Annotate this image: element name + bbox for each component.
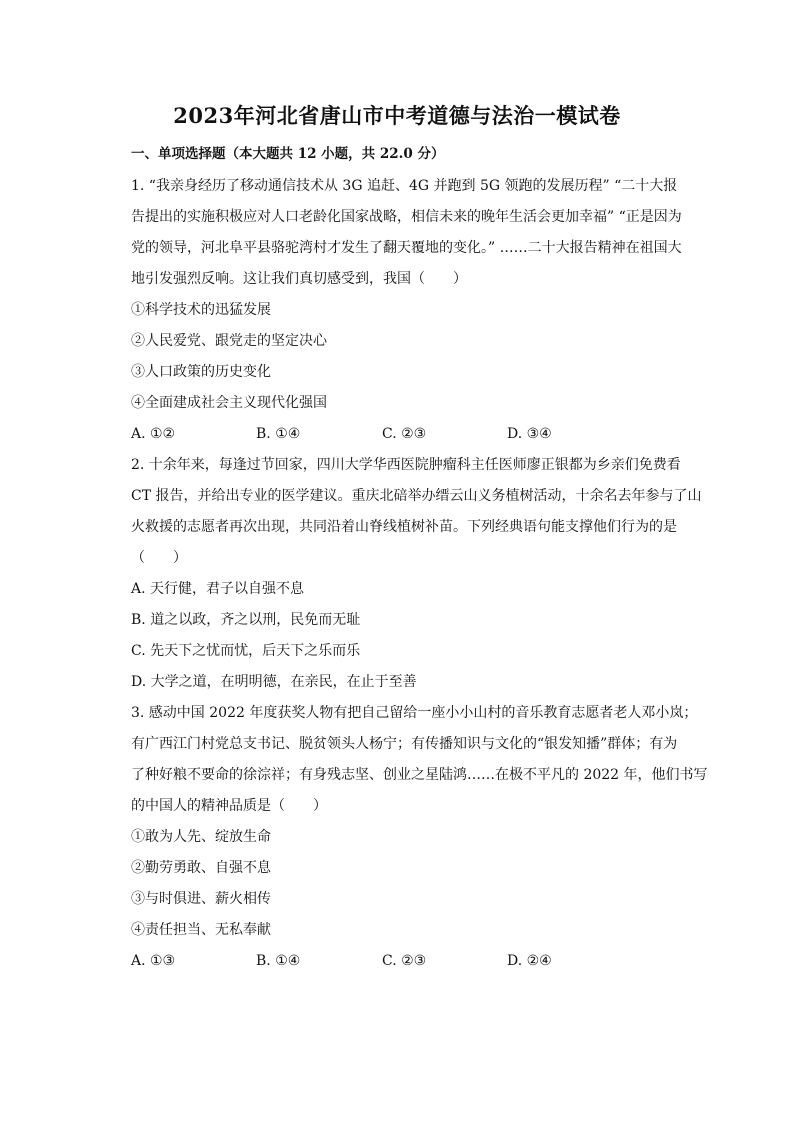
q2-option-d[interactable]: D. 大学之道，在明明德，在亲民，在止于至善 bbox=[131, 674, 417, 690]
q2-option-a[interactable]: A. 天行健，君子以自强不息 bbox=[131, 581, 305, 597]
q2-line: 火救援的志愿者再次出现，共同沿着山脊线植树补苗。下列经典语句能支撑他们行为的是 bbox=[131, 519, 677, 535]
section-heading: 一、单项选择题（本大题共 12 小题，共 22.0 分） bbox=[131, 146, 445, 162]
q3-item: ②勤劳勇敢、自强不息 bbox=[131, 860, 271, 876]
q3-line: 的中国人的精神品质是（ ） bbox=[131, 798, 327, 814]
q2-option-c[interactable]: C. 先天下之忧而忧，后天下之乐而乐 bbox=[131, 643, 361, 659]
q3-option-b[interactable]: B. ①④ bbox=[256, 953, 301, 969]
q1-line: 1. “我亲身经历了移动通信技术从 3G 追赶、4G 并跑到 5G 领跑的发展历程” “二十大报 bbox=[131, 178, 678, 194]
q3-line: 了种好粮不要命的徐淙祥；有身残志坚、创业之星陆鸿……在极不平凡的 2022 年，他们书写 bbox=[131, 767, 708, 783]
q1-option-d[interactable]: D. ③④ bbox=[507, 426, 552, 442]
q2-line: （ ） bbox=[131, 550, 187, 566]
q3-item: ③与时俱进、薪火相传 bbox=[131, 891, 271, 907]
q3-option-d[interactable]: D. ②④ bbox=[507, 953, 552, 969]
q2-option-b[interactable]: B. 道之以政，齐之以刑，民免而无耻 bbox=[131, 612, 361, 628]
q3-line: 有广西江门村党总支书记、脱贫领头人杨宁；有传播知识与文化的“银发知播”群体；有为 bbox=[131, 736, 678, 752]
q3-item: ①敢为人先、绽放生命 bbox=[131, 829, 271, 845]
q1-item: ②人民爱党、跟党走的坚定决心 bbox=[131, 333, 327, 349]
q1-item: ④全面建成社会主义现代化强国 bbox=[131, 395, 327, 411]
q1-option-b[interactable]: B. ①④ bbox=[256, 426, 301, 442]
q3-option-a[interactable]: A. ①③ bbox=[131, 953, 176, 969]
q2-line: 2. 十余年来，每逢过节回家，四川大学华西医院肿瘤科主任医师廖正银都为乡亲们免费看 bbox=[131, 457, 681, 473]
exam-title: 2023年河北省唐山市中考道德与法治一模试卷 bbox=[173, 103, 621, 128]
q3-line: 3. 感动中国 2022 年度获奖人物有把自己留给一座小小山村的音乐教育志愿者老人邓小岚； bbox=[131, 705, 698, 721]
q1-item: ①科学技术的迅猛发展 bbox=[131, 302, 271, 318]
q3-options bbox=[131, 946, 671, 977]
q3-item: ④责任担当、无私奉献 bbox=[131, 922, 271, 938]
q1-option-c[interactable]: C. ②③ bbox=[382, 426, 427, 442]
q3-option-c[interactable]: C. ②③ bbox=[382, 953, 427, 969]
q2-line: CT 报告，并给出专业的医学建议。重庆北碚举办缙云山义务植树活动，十余名去年参与了山 bbox=[131, 488, 702, 504]
q1-line: 告提出的实施积极应对人口老龄化国家战略，相信未来的晚年生活会更加幸福” “正是因为 bbox=[131, 209, 682, 225]
q1-option-a[interactable]: A. ①② bbox=[131, 426, 176, 442]
q1-line: 地引发强烈反响。这让我们真切感受到，我国（ ） bbox=[131, 271, 467, 287]
q1-line: 党的领导，河北阜平县骆驼湾村才发生了翻天覆地的变化。” ……二十大报告精神在祖国大 bbox=[131, 240, 682, 256]
q1-options bbox=[131, 419, 671, 450]
q1-item: ③人口政策的历史变化 bbox=[131, 364, 271, 380]
